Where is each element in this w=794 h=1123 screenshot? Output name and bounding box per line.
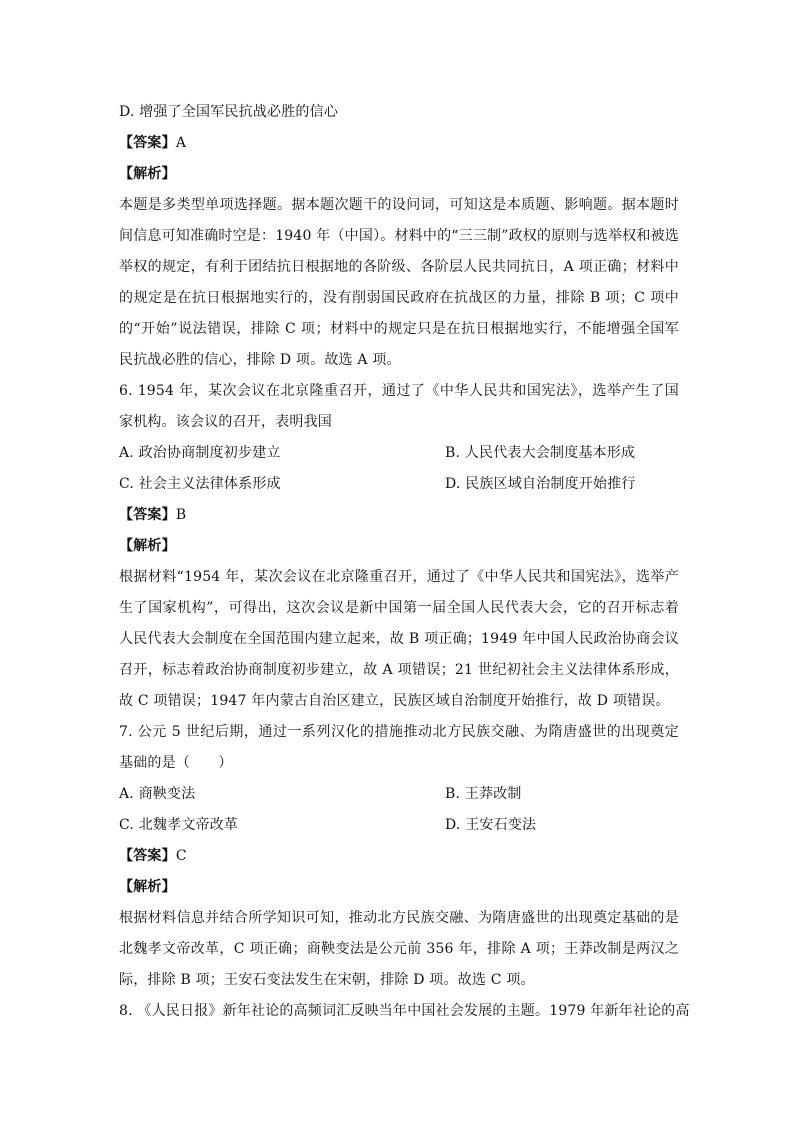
answer-value: A bbox=[175, 135, 187, 151]
q6-options-row-1 bbox=[119, 438, 679, 469]
q7-analysis-label: 【解析】 bbox=[119, 879, 176, 895]
q6-option-d: D. 民族区域自治制度开始推行 bbox=[445, 476, 636, 492]
answer-label: 【答案】 bbox=[119, 848, 176, 864]
q6-stem: 6. 1954 年，某次会议在北京隆重召开，通过了《中华人民共和国宪法》，选举产生了国家机构。该会议的召开，表明我国 bbox=[119, 383, 679, 430]
q5-answer bbox=[119, 128, 679, 159]
q5-option-d: D. 增强了全国军民抗战必胜的信心 bbox=[119, 104, 339, 120]
q6-analysis-label: 【解析】 bbox=[119, 538, 176, 554]
answer-value: B bbox=[175, 507, 187, 523]
q7-option-a: A. 商鞅变法 bbox=[119, 786, 196, 802]
q5-analysis-label: 【解析】 bbox=[119, 166, 176, 182]
q7-option-b: B. 王莽改制 bbox=[445, 786, 522, 802]
q6-option-c: C. 社会主义法律体系形成 bbox=[119, 476, 281, 492]
answer-label: 【答案】 bbox=[119, 507, 176, 523]
q7-options-row-2 bbox=[119, 810, 679, 841]
q7-option-d: D. 王安石变法 bbox=[445, 817, 537, 833]
q7-answer bbox=[119, 841, 679, 872]
q7-options-row-1 bbox=[119, 779, 679, 810]
answer-label: 【答案】 bbox=[119, 135, 176, 151]
q6-options-row-2 bbox=[119, 469, 679, 500]
answer-value: C bbox=[175, 848, 187, 864]
q6-analysis: 根据材料“1954 年，某次会议在北京隆重召开，通过了《中华人民共和国宪法》，选举产生了国家机构”，可得出，这次会议是新中国第一届全国人民代表大会，它的召开标志着人民代表大会制度在全国范围内建立起来，故 B 项正确；1949 年中国人民政治协商会议召开，标志着政治协商制度初步建立，故 A 项错误；21 世纪初社会主义法律体系形成，故 C 项错误；1947 年内蒙古自治区建立，民族区域自治制度开始推行，故 D 项错误。 bbox=[119, 569, 679, 709]
q6-option-a: A. 政治协商制度初步建立 bbox=[119, 445, 281, 461]
q6-option-b: B. 人民代表大会制度基本形成 bbox=[445, 445, 636, 461]
q7-option-c: C. 北魏孝文帝改革 bbox=[119, 817, 239, 833]
q6-answer bbox=[119, 500, 679, 531]
q5-analysis: 本题是多类型单项选择题。据本题次题干的设问词，可知这是本质题、影响题。据本题时间信息可知准确时空是：1940 年（中国）。材料中的“三三制”政权的原则与选举权和被选举权的规定，有利于团结抗日根据地的各阶级、各阶层人民共同抗日，A 项正确；材料中的规定是在抗日根据地实行的，没有削弱国民政府在抗战区的力量，排除 B 项；C 项中的“开始”说法错误，排除 C 项；材料中的规定只是在抗日根据地实行，不能增强全国军民抗战必胜的信心，排除 D 项。故选 A 项。 bbox=[119, 197, 679, 368]
q7-stem: 7. 公元 5 世纪后期，通过一系列汉化的措施推动北方民族交融、为隋唐盛世的出现奠定基础的是（ ） bbox=[119, 724, 679, 771]
document-content bbox=[119, 97, 690, 1027]
q7-analysis: 根据材料信息并结合所学知识可知，推动北方民族交融、为隋唐盛世的出现奠定基础的是北魏孝文帝改革，C 项正确；商鞅变法是公元前 356 年，排除 A 项；王莽改制是两汉之际，排除 B 项；王安石变法发生在宋朝，排除 D 项。故选 C 项。 bbox=[119, 910, 679, 988]
q8-stem: 8. 《人民日报》新年社论的高频词汇反映当年中国社会发展的主题。1979 年新年社论的高 bbox=[119, 1003, 690, 1019]
